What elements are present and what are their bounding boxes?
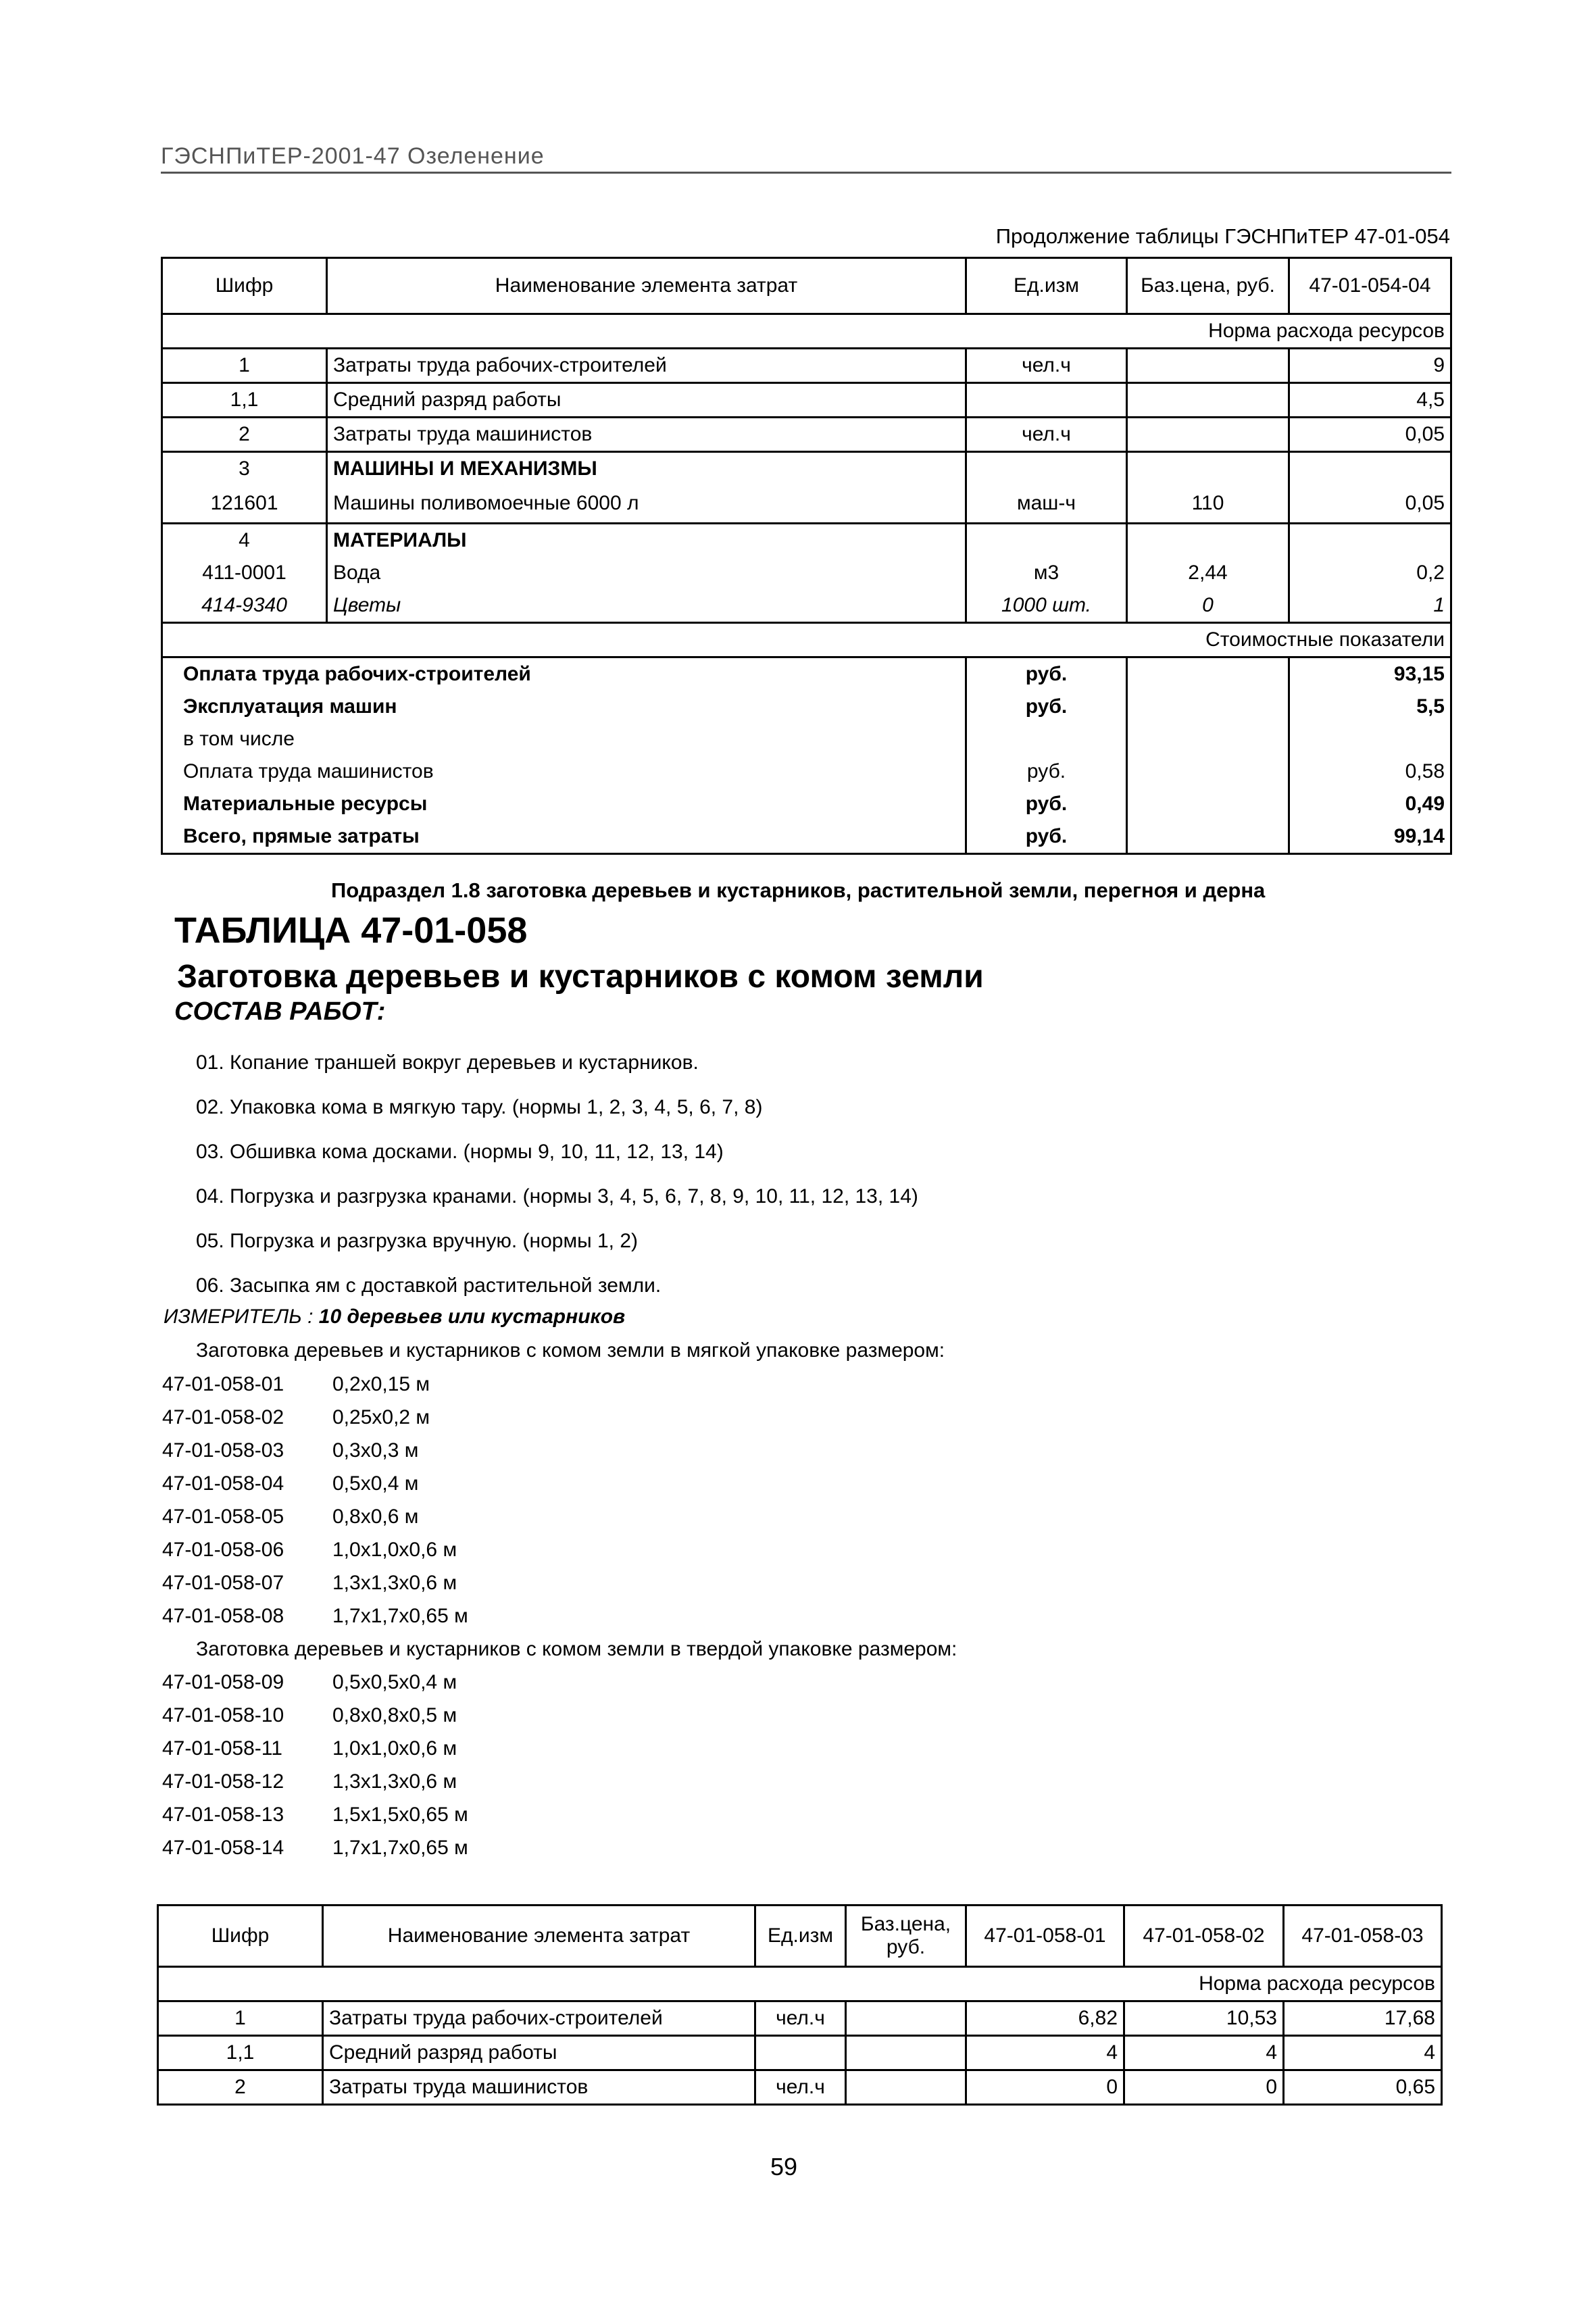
cost-header-row xyxy=(162,622,1451,657)
work-item: 05. Погрузка и разгрузка вручную. (нормы 1, 2) xyxy=(196,1230,638,1252)
work-item: 01. Копание траншей вокруг деревьев и кустарников. xyxy=(196,1051,699,1074)
cost-header: Стоимостные показатели xyxy=(162,622,1451,657)
row-price xyxy=(846,2036,966,2070)
row-name: Затраты труда рабочих-строителей xyxy=(323,2001,755,2036)
row-value: 0,2 xyxy=(1289,557,1451,589)
cost-price xyxy=(1127,657,1289,691)
cost-value: 99,14 xyxy=(1289,820,1451,854)
row-value-3: 0,65 xyxy=(1284,2070,1442,2105)
table-row xyxy=(162,383,1451,418)
row-price: 2,44 xyxy=(1127,557,1289,589)
cost-name: в том числе xyxy=(162,723,966,755)
norm-size: 1,0х1,0х0,6 м xyxy=(332,1539,457,1561)
hard-intro: Заготовка деревьев и кустарников с комом земли в твердой упаковке размером: xyxy=(196,1638,957,1660)
row-unit: чел.ч xyxy=(966,349,1127,383)
row-code: 411-0001 xyxy=(162,557,327,589)
norm-code: 47-01-058-07 xyxy=(162,1572,284,1594)
row-unit: чел.ч xyxy=(966,418,1127,452)
cost-price xyxy=(1127,788,1289,820)
table1-header-row xyxy=(162,258,1451,314)
norm-code: 47-01-058-10 xyxy=(162,1704,284,1726)
cost-unit: руб. xyxy=(966,691,1127,723)
table-row xyxy=(162,349,1451,383)
table-row xyxy=(158,2036,1442,2070)
running-title: ГЭСНПиТЕР-2001-47 Озеленение xyxy=(161,143,545,169)
cost-unit: руб. xyxy=(966,657,1127,691)
col-header-name: Наименование элемента затрат xyxy=(327,258,966,314)
row-name: Затраты труда рабочих-строителей xyxy=(327,349,966,383)
table1-caption: Продолжение таблицы ГЭСНПиТЕР 47-01-054 xyxy=(995,224,1450,248)
row-unit xyxy=(966,523,1127,557)
row-name: Цветы xyxy=(327,589,966,623)
subsection-title: Подраздел 1.8 заготовка деревьев и кустарников, растительной земли, перегноя и дерна xyxy=(331,878,1266,902)
cost-row xyxy=(162,657,1451,691)
row-unit: чел.ч xyxy=(755,2070,846,2105)
row-unit: чел.ч xyxy=(755,2001,846,2036)
measure-value: 10 деревьев или кустарников xyxy=(318,1305,626,1328)
table-row xyxy=(162,418,1451,452)
table-row xyxy=(158,2001,1442,2036)
row-value-3: 4 xyxy=(1284,2036,1442,2070)
norm-header: Норма расхода ресурсов xyxy=(162,314,1451,349)
row-value-2: 0 xyxy=(1124,2070,1284,2105)
norm-size: 0,2х0,15 м xyxy=(332,1373,430,1395)
cost-name: Материальные ресурсы xyxy=(162,788,966,820)
table-row xyxy=(162,452,1451,486)
norm-header-row xyxy=(158,1967,1442,2001)
table2 xyxy=(157,1904,1443,2106)
norm-code: 47-01-058-08 xyxy=(162,1605,284,1627)
cost-name: Оплата труда машинистов xyxy=(162,755,966,788)
row-value: 0,05 xyxy=(1289,485,1451,523)
cost-value: 5,5 xyxy=(1289,691,1451,723)
row-value-3: 17,68 xyxy=(1284,2001,1442,2036)
row-name: МАТЕРИАЛЫ xyxy=(327,523,966,557)
norm-size: 0,25х0,2 м xyxy=(332,1406,430,1428)
cost-value: 0,49 xyxy=(1289,788,1451,820)
norm-size: 1,3х1,3х0,6 м xyxy=(332,1572,457,1594)
norm-code: 47-01-058-11 xyxy=(162,1737,282,1760)
col-header-price-line2: руб. xyxy=(886,1936,926,1958)
cost-unit: руб. xyxy=(966,820,1127,854)
col-header-price-line1: Баз.цена, xyxy=(860,1913,951,1935)
cost-name: Всего, прямые затраты xyxy=(162,820,966,854)
norm-size: 0,5х0,5х0,4 м xyxy=(332,1671,457,1693)
work-item: 04. Погрузка и разгрузка кранами. (нормы 3, 4, 5, 6, 7, 8, 9, 10, 11, 12, 13, 14) xyxy=(196,1185,918,1208)
cost-unit xyxy=(966,723,1127,755)
page-number: 59 xyxy=(770,2153,798,2181)
table-row xyxy=(162,589,1451,623)
norm-header-row xyxy=(162,314,1451,349)
col-header-norm-2: 47-01-058-02 xyxy=(1124,1906,1284,1967)
cost-unit: руб. xyxy=(966,788,1127,820)
col-header-code: Шифр xyxy=(162,258,327,314)
norm-header: Норма расхода ресурсов xyxy=(158,1967,1442,2001)
measure-line xyxy=(164,1305,625,1328)
norm-size: 1,7х1,7х0,65 м xyxy=(332,1605,468,1627)
row-price xyxy=(1127,523,1289,557)
row-price xyxy=(1127,383,1289,418)
col-header-norm-3: 47-01-058-03 xyxy=(1284,1906,1442,1967)
row-value: 9 xyxy=(1289,349,1451,383)
soft-intro: Заготовка деревьев и кустарников с комом земли в мягкой упаковке размером: xyxy=(196,1339,945,1362)
norm-code: 47-01-058-14 xyxy=(162,1837,284,1859)
table1 xyxy=(161,257,1452,855)
row-price xyxy=(846,2001,966,2036)
row-price: 0 xyxy=(1127,589,1289,623)
header-rule xyxy=(161,172,1451,174)
col-header-price xyxy=(846,1906,966,1967)
row-value: 4,5 xyxy=(1289,383,1451,418)
row-name: Средний разряд работы xyxy=(323,2036,755,2070)
table-id: ТАБЛИЦА 47-01-058 xyxy=(174,910,528,951)
row-value-1: 4 xyxy=(966,2036,1124,2070)
cost-value: 93,15 xyxy=(1289,657,1451,691)
cost-name: Оплата труда рабочих-строителей xyxy=(162,657,966,691)
cost-price xyxy=(1127,691,1289,723)
norm-code: 47-01-058-13 xyxy=(162,1803,284,1826)
norm-code: 47-01-058-09 xyxy=(162,1671,284,1693)
row-value: 0,05 xyxy=(1289,418,1451,452)
cost-row xyxy=(162,820,1451,854)
row-name: Затраты труда машинистов xyxy=(323,2070,755,2105)
norm-size: 0,3х0,3 м xyxy=(332,1439,419,1462)
row-name: Машины поливомоечные 6000 л xyxy=(327,485,966,523)
cost-row xyxy=(162,723,1451,755)
cost-price xyxy=(1127,723,1289,755)
row-value: 1 xyxy=(1289,589,1451,623)
norm-size: 1,3х1,3х0,6 м xyxy=(332,1770,457,1793)
row-price xyxy=(1127,349,1289,383)
norm-code: 47-01-058-12 xyxy=(162,1770,284,1793)
cost-price xyxy=(1127,755,1289,788)
norm-size: 1,0х1,0х0,6 м xyxy=(332,1737,457,1760)
works-title: СОСТАВ РАБОТ: xyxy=(174,997,386,1026)
cost-name: Эксплуатация машин xyxy=(162,691,966,723)
row-code: 3 xyxy=(162,452,327,486)
norm-size: 0,8х0,6 м xyxy=(332,1505,419,1528)
norm-code: 47-01-058-05 xyxy=(162,1505,284,1528)
cost-row xyxy=(162,755,1451,788)
norm-code: 47-01-058-02 xyxy=(162,1406,284,1428)
norm-code: 47-01-058-03 xyxy=(162,1439,284,1462)
row-code: 414-9340 xyxy=(162,589,327,623)
norm-size: 1,5х1,5х0,65 м xyxy=(332,1803,468,1826)
row-code: 1,1 xyxy=(162,383,327,418)
row-unit xyxy=(966,383,1127,418)
col-header-norm: 47-01-054-04 xyxy=(1289,258,1451,314)
cost-unit: руб. xyxy=(966,755,1127,788)
row-price: 110 xyxy=(1127,485,1289,523)
norm-size: 1,7х1,7х0,65 м xyxy=(332,1837,468,1859)
norm-code: 47-01-058-01 xyxy=(162,1373,284,1395)
row-code: 4 xyxy=(162,523,327,557)
row-name: Вода xyxy=(327,557,966,589)
row-name: МАШИНЫ И МЕХАНИЗМЫ xyxy=(327,452,966,486)
cost-row xyxy=(162,788,1451,820)
col-header-unit: Ед.изм xyxy=(966,258,1127,314)
table2-header-row xyxy=(158,1906,1442,1967)
row-name: Затраты труда машинистов xyxy=(327,418,966,452)
row-price xyxy=(846,2070,966,2105)
row-unit: м3 xyxy=(966,557,1127,589)
norm-code: 47-01-058-06 xyxy=(162,1539,284,1561)
col-header-price: Баз.цена, руб. xyxy=(1127,258,1289,314)
cost-price xyxy=(1127,820,1289,854)
row-code: 2 xyxy=(162,418,327,452)
measure-label: ИЗМЕРИТЕЛЬ : xyxy=(164,1305,314,1328)
row-name: Средний разряд работы xyxy=(327,383,966,418)
table-row xyxy=(162,523,1451,557)
row-unit: маш-ч xyxy=(966,485,1127,523)
row-code: 1 xyxy=(158,2001,323,2036)
col-header-unit: Ед.изм xyxy=(755,1906,846,1967)
row-value-1: 6,82 xyxy=(966,2001,1124,2036)
row-code: 1 xyxy=(162,349,327,383)
table-title: Заготовка деревьев и кустарников с комом земли xyxy=(177,959,984,995)
row-value xyxy=(1289,452,1451,486)
cost-row xyxy=(162,691,1451,723)
col-header-norm-1: 47-01-058-01 xyxy=(966,1906,1124,1967)
row-value-1: 0 xyxy=(966,2070,1124,2105)
row-code: 121601 xyxy=(162,485,327,523)
row-code: 2 xyxy=(158,2070,323,2105)
row-value-2: 4 xyxy=(1124,2036,1284,2070)
row-unit xyxy=(755,2036,846,2070)
col-header-code: Шифр xyxy=(158,1906,323,1967)
table-row xyxy=(158,2070,1442,2105)
row-price xyxy=(1127,452,1289,486)
row-price xyxy=(1127,418,1289,452)
row-code: 1,1 xyxy=(158,2036,323,2070)
row-value xyxy=(1289,523,1451,557)
row-value-2: 10,53 xyxy=(1124,2001,1284,2036)
work-item: 02. Упаковка кома в мягкую тару. (нормы 1, 2, 3, 4, 5, 6, 7, 8) xyxy=(196,1096,763,1118)
row-unit xyxy=(966,452,1127,486)
row-unit: 1000 шт. xyxy=(966,589,1127,623)
norm-size: 0,8х0,8х0,5 м xyxy=(332,1704,457,1726)
col-header-name: Наименование элемента затрат xyxy=(323,1906,755,1967)
norm-code: 47-01-058-04 xyxy=(162,1472,284,1495)
cost-value xyxy=(1289,723,1451,755)
table-row xyxy=(162,557,1451,589)
table-row xyxy=(162,485,1451,523)
norm-size: 0,5х0,4 м xyxy=(332,1472,419,1495)
work-item: 06. Засыпка ям с доставкой растительной земли. xyxy=(196,1274,662,1297)
cost-value: 0,58 xyxy=(1289,755,1451,788)
work-item: 03. Обшивка кома досками. (нормы 9, 10, 11, 12, 13, 14) xyxy=(196,1141,724,1163)
